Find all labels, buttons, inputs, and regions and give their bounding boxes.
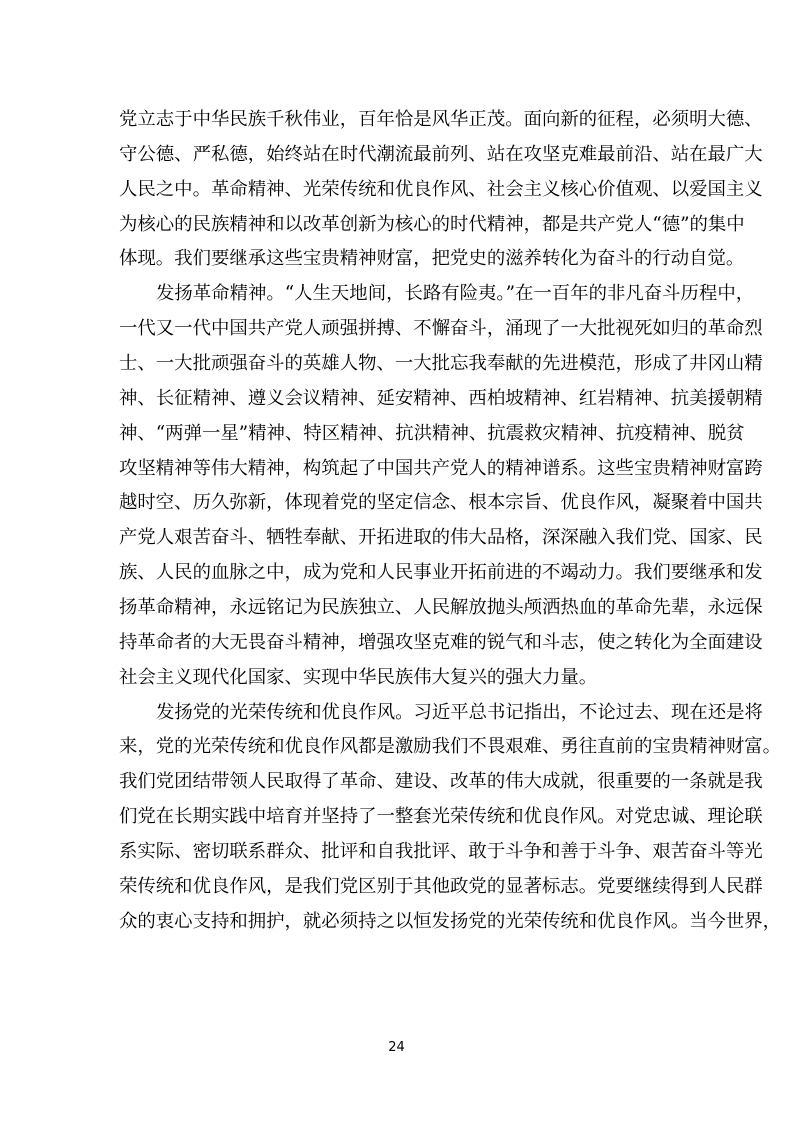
text-line: 士、一大批顽强奋斗的英雄人物、一大批忘我奉献的先进模范，形成了井冈山精: [119, 353, 763, 375]
text-line: 我们党团结带领人民取得了革命、建设、改革的伟大成就，很重要的一条就是我: [119, 771, 763, 793]
text-line: 为核心的民族精神和以改革创新为核心的时代精神，都是共产党人“德”的集中: [119, 213, 745, 235]
text-line: 神、“两弹一星”精神、特区精神、抗洪精神、抗震救灾精神、抗疫精神、脱贫: [119, 422, 745, 444]
text-line: 党立志于中华民族千秋伟业，百年恰是风华正茂。面向新的征程，必须明大德、: [119, 109, 763, 130]
text-line: 神、长征精神、遵义会议精神、延安精神、西柏坡精神、红岩精神、抗美援朝精: [119, 387, 763, 409]
text-line: 们党在长期实践中培育并坚持了一整套光荣传统和优良作风。对党忠诚、理论联: [119, 806, 763, 828]
text-line: 发扬革命精神。“人生天地间，长路有险夷。”在一百年的非凡奋斗历程中，: [156, 283, 755, 305]
text-line: 来，党的光荣传统和优良作风都是激励我们不畏艰难、勇往直前的宝贵精神财富。: [119, 736, 782, 758]
text-line: 守公德、严私德，始终站在时代潮流最前列、站在攻坚克难最前沿、站在最广大: [119, 143, 763, 165]
text-line: 体现。我们要继承这些宝贵精神财富，把党史的滋养转化为奋斗的行动自觉。: [119, 248, 745, 270]
paragraph-2: [119, 277, 763, 695]
text-line: 众的衷心支持和拥护，就必须持之以恒发扬党的光荣传统和优良作风。当今世界，: [119, 910, 782, 932]
text-line: 攻坚精神等伟大精神，构筑起了中国共产党人的精神谱系。这些宝贵精神财富跨: [119, 457, 763, 479]
document-body: [119, 103, 782, 940]
text-line: 族、人民的血脉之中，成为党和人民事业开拓前进的不竭动力。我们要继承和发: [119, 562, 763, 584]
text-line: 人民之中。革命精神、光荣传统和优良作风、社会主义核心价值观、以爱国主义: [119, 178, 763, 200]
paragraph-3: [119, 696, 782, 940]
text-line: 发扬党的光荣传统和优良作风。习近平总书记指出，不论过去、现在还是将: [156, 701, 763, 723]
text-line: 社会主义现代化国家、实现中华民族伟大复兴的强大力量。: [119, 666, 598, 688]
paragraph-1: [119, 103, 763, 277]
page-number: 24: [388, 1040, 405, 1055]
text-line: 荣传统和优良作风，是我们党区别于其他政党的显著标志。党要继续得到人民群: [119, 875, 763, 897]
text-line: 产党人艰苦奋斗、牺牲奉献、开拓进取的伟大品格，深深融入我们党、国家、民: [119, 527, 763, 549]
text-line: 扬革命精神，永远铭记为民族独立、人民解放抛头颅洒热血的革命先辈，永远保: [119, 597, 763, 619]
text-line: 持革命者的大无畏奋斗精神，增强攻坚克难的锐气和斗志，使之转化为全面建设: [119, 631, 763, 653]
text-line: 系实际、密切联系群众、批评和自我批评、敢于斗争和善于斗争、艰苦奋斗等光: [119, 841, 763, 863]
text-line: 越时空、历久弥新，体现着党的坚定信念、根本宗旨、优良作风，凝聚着中国共: [119, 492, 763, 514]
text-line: 一代又一代中国共产党人顽强拼搏、不懈奋斗，涌现了一大批视死如归的革命烈: [119, 318, 763, 340]
